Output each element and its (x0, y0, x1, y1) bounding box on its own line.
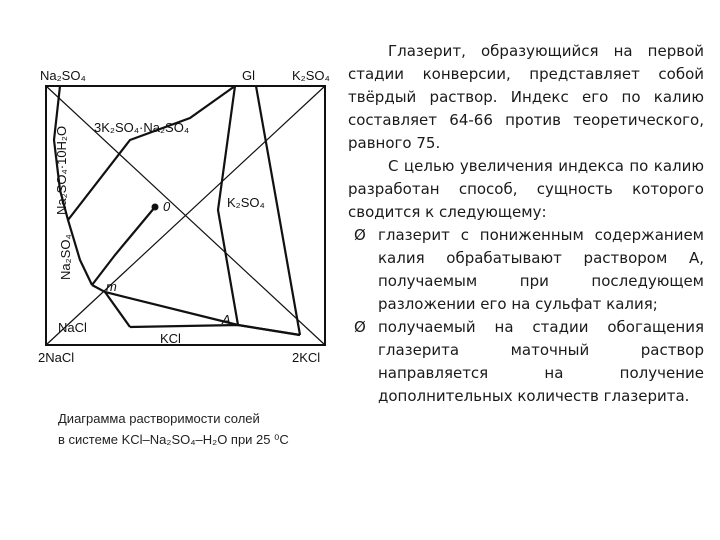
paragraph: С целью увеличения индекса по калию разработан способ, сущность которого сводится к следующему: (348, 157, 704, 221)
caption-line: в системе KCl–Na₂SO₄–H₂O при 25 ⁰С (58, 432, 289, 447)
label-point-a: A (222, 312, 231, 327)
field-boundary (256, 86, 300, 335)
field-boundary (68, 86, 235, 220)
list-item (348, 224, 704, 316)
label-na2so4-10h2o: Na₂SO₄·10H₂O (54, 125, 69, 215)
label-k2so4-mid: K₂SO₄ (227, 195, 265, 210)
label-glaserite-formula: 3K₂SO₄·Na₂SO₄ (94, 120, 190, 135)
label-na2so4: Na₂SO₄ (40, 68, 86, 83)
bullet-list (348, 224, 704, 408)
label-nacl: NaCl (58, 320, 87, 335)
label-2nacl: 2NaCl (38, 350, 75, 365)
list-item-text: получаемый на стадии обогащения глазерита маточный раствор направляется на получение дополнительных количеств глазерита. (378, 318, 704, 405)
label-kcl: KCl (160, 331, 181, 346)
arrow-bullet-icon: Ø (354, 318, 366, 336)
list-item (348, 316, 704, 408)
label-2kcl: 2KCl (292, 350, 321, 365)
label-na2so4-left: Na₂SO₄ (58, 234, 73, 280)
caption-line: Диаграмма растворимости солей (58, 411, 260, 426)
body-text (348, 40, 704, 408)
label-k2so4-top: K₂SO₄ (292, 68, 330, 83)
solubility-diagram (30, 60, 340, 365)
label-gl: Gl (242, 68, 255, 83)
paragraph: Глазерит, образующийся на первой стадии конверсии, представляет собой твёрдый раствор. Индекс его по калию составляет 64-66 против теоретического, равного 75. (348, 42, 704, 152)
list-item-text: глазерит с пониженным содержанием калия обрабатывают раствором А, получаемым при последующем разложении его на сульфат калия; (378, 226, 704, 313)
arrow-bullet-icon: Ø (354, 226, 366, 244)
diagram-caption (58, 408, 348, 450)
field-boundary (238, 325, 300, 335)
point-o-marker (152, 204, 159, 211)
label-point-m: m (106, 279, 117, 294)
label-point-o: 0 (163, 199, 171, 214)
